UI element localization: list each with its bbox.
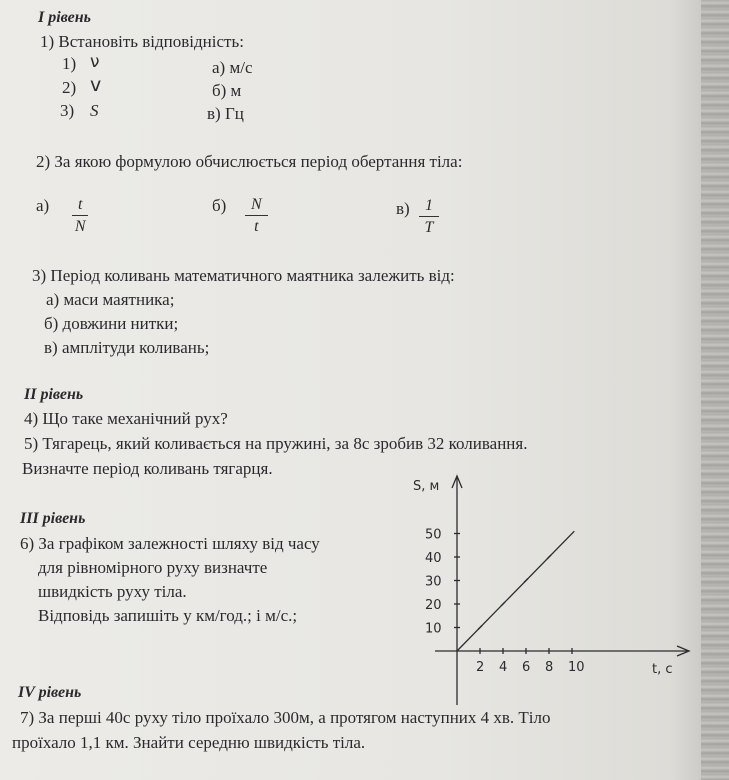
y-tick-label-20: 20 (425, 598, 442, 613)
x-tick-label-4: 4 (499, 660, 508, 675)
q1-right-a: а) м/с (212, 58, 253, 77)
q1-left-symbol-1: ν (90, 52, 100, 72)
y-tick-label-40: 40 (425, 551, 442, 566)
q6-line-2: для рівномірного руху визначте (38, 558, 268, 577)
q5-line-1: 5) Тягарець, який коливається на пружині, за 8с зробив 32 коливання. (24, 434, 528, 453)
q2-option-c-num: 1 (419, 197, 439, 217)
q1-prompt: 1) Встановіть відповідність: (40, 32, 244, 51)
q7-line-2: проїхало 1,1 км. Знайти середню швидкість тіла. (12, 733, 366, 752)
level3-title: III рівень (20, 510, 86, 527)
q1-left-symbol-3: S (90, 101, 99, 120)
q2-option-b-den: t (254, 218, 259, 235)
q3-option-c: в) амплітуди коливань; (44, 338, 210, 357)
paper-edge (701, 0, 729, 780)
x-tick-label-6: 6 (522, 660, 531, 675)
q2-option-a-fraction (72, 196, 88, 236)
q2-option-b-fraction (245, 196, 268, 236)
x-axis-label: t, c (652, 662, 673, 677)
y-tick-label-50: 50 (425, 527, 442, 543)
y-tick-label-30: 30 (425, 574, 442, 590)
distance-time-graph (405, 470, 695, 705)
q6-line-1: 6) За графіком залежності шляху від часу (20, 534, 320, 553)
x-tick-label-2: 2 (476, 660, 485, 675)
q2-option-c-fraction (419, 197, 439, 237)
level2-title: II рівень (24, 386, 84, 403)
q2-option-a-den: N (74, 218, 86, 235)
q5-line-2: Визначте період коливань тягарця. (22, 459, 273, 478)
q2-option-b-label: б) (212, 196, 227, 215)
q2-option-a-label: а) (36, 196, 50, 215)
q1-left-num-2: 2) (62, 78, 77, 97)
q1-left-num-3: 3) (60, 101, 75, 120)
q1-right-b: б) м (212, 81, 242, 100)
q6-line-3: швидкість руху тіла. (38, 582, 187, 601)
series-line (457, 531, 574, 651)
y-axis-label: S, м (413, 479, 440, 494)
q2-prompt: 2) За якою формулою обчислюється період обертання тіла: (36, 152, 463, 171)
x-tick-label-10: 10 (568, 660, 585, 675)
x-tick-label-8: 8 (545, 660, 554, 675)
q4-text: 4) Що таке механічний рух? (24, 409, 228, 428)
q2-option-b-num: N (245, 196, 268, 216)
q7-line-1: 7) За перші 40с руху тіло проїхало 300м, а протягом наступних 4 хв. Тіло (20, 708, 551, 727)
level4-title: IV рівень (18, 684, 82, 701)
axis-ticks (425, 528, 585, 676)
q1-left-num-1: 1) (62, 54, 77, 73)
q6-line-4: Відповідь запишіть у км/год.; і м/с.; (38, 606, 298, 625)
q2-option-c-den: T (424, 219, 434, 236)
q1-right-c: в) Гц (207, 104, 244, 123)
y-tick-label-10: 10 (425, 621, 442, 637)
level1-title: I рівень (38, 9, 91, 26)
q1-left-symbol-2: v (90, 74, 102, 96)
q3-option-b: б) довжини нитки; (44, 314, 179, 333)
q2-option-c-label: в) (396, 199, 410, 218)
q3-option-a: а) маси маятника; (46, 290, 175, 309)
q3-prompt: 3) Період коливань математичного маятника залежить від: (32, 266, 455, 285)
q2-option-a-num: t (72, 196, 88, 216)
